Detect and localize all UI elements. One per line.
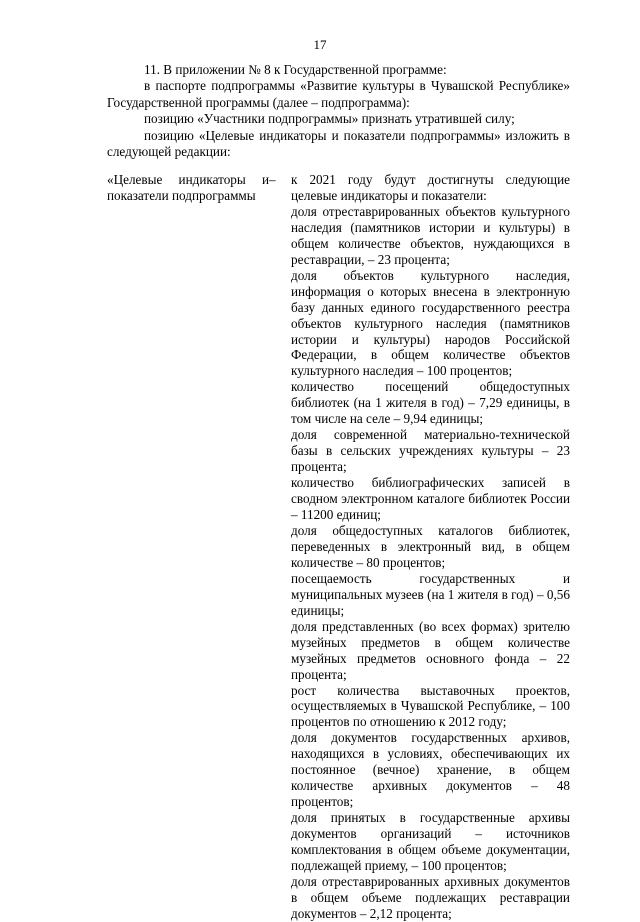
indicator-item: рост количества выставочных проектов, осуществляемых в Чувашской Республике, – 100 процентов по отношению к 2012 году; (291, 682, 570, 730)
indicator-item: доля объектов культурного наследия, информация о которых внесена в электронную базу данных единого государственного реестра объектов культурного наследия (памятников истории и культуры) народов Российской Федерации, в общем количестве объектов культурного наследия – 100 процентов; (291, 267, 570, 379)
indicators-list (291, 172, 570, 922)
indicators-label: «Целевые индикаторы и показатели подпрограммы (107, 172, 269, 203)
page-number: 17 (313, 37, 327, 52)
indicator-item: доля представленных (во всех формах) зрителю музейных предметов в общем количестве музейных предметов основного фонда – 22 процента; (291, 618, 570, 682)
indicator-item: доля отреставрированных объектов культурного наследия (памятников истории и культуры) в общем количестве объектов, нуждающихся в реставрации, – 23 процента; (291, 203, 570, 267)
intro-section (107, 62, 570, 160)
label-dash: – (269, 172, 276, 187)
indicator-item: доля общедоступных каталогов библиотек, переведенных в электронный вид, в общем количестве – 80 процентов; (291, 522, 570, 570)
intro-paragraph-1: 11. В приложении № 8 к Государственной программе: (144, 62, 447, 77)
indicators-table (107, 172, 570, 922)
intro-paragraph-3: позицию «Участники подпрограммы» признать утратившей силу; (144, 111, 515, 127)
indicator-item: посещаемость государственных и муниципальных музеев (на 1 жителя в год) – 0,56 единицы; (291, 570, 570, 618)
indicator-item: к 2021 году будут достигнуты следующие целевые индикаторы и показатели: (291, 172, 570, 203)
indicator-item: доля отреставрированных архивных документов в общем объеме подлежащих реставрации документов – 2,12 процента; (291, 873, 570, 921)
indicator-item: доля принятых в государственные архивы документов организаций – источников комплектования в общем объеме документации, подлежащей приему, – 100 процентов; (291, 810, 570, 873)
indicator-item: доля современной материально-технической базы в сельских учреждениях культуры – 23 процента; (291, 427, 570, 475)
indicator-item: доля документов государственных архивов, находящихся в условиях, обеспечивающих их постоянное (вечное) хранение, в общем количестве архивных документов – 48 процентов; (291, 730, 570, 810)
intro-paragraph-4: позицию «Целевые индикаторы и показатели подпрограммы» изложить в следующей редакции: (107, 127, 570, 160)
indicator-item: количество посещений общедоступных библиотек (на 1 жителя в год) – 7,29 единицы, в том числе на селе – 9,94 единицы; (291, 379, 570, 427)
indicator-item: количество библиографических записей в сводном электронном каталоге библиотек России – 11200 единиц; (291, 475, 570, 523)
intro-paragraph-2: в паспорте подпрограммы «Развитие культуры в Чувашской Республике» Государственной программы (далее – подпрограмма): (107, 78, 570, 110)
